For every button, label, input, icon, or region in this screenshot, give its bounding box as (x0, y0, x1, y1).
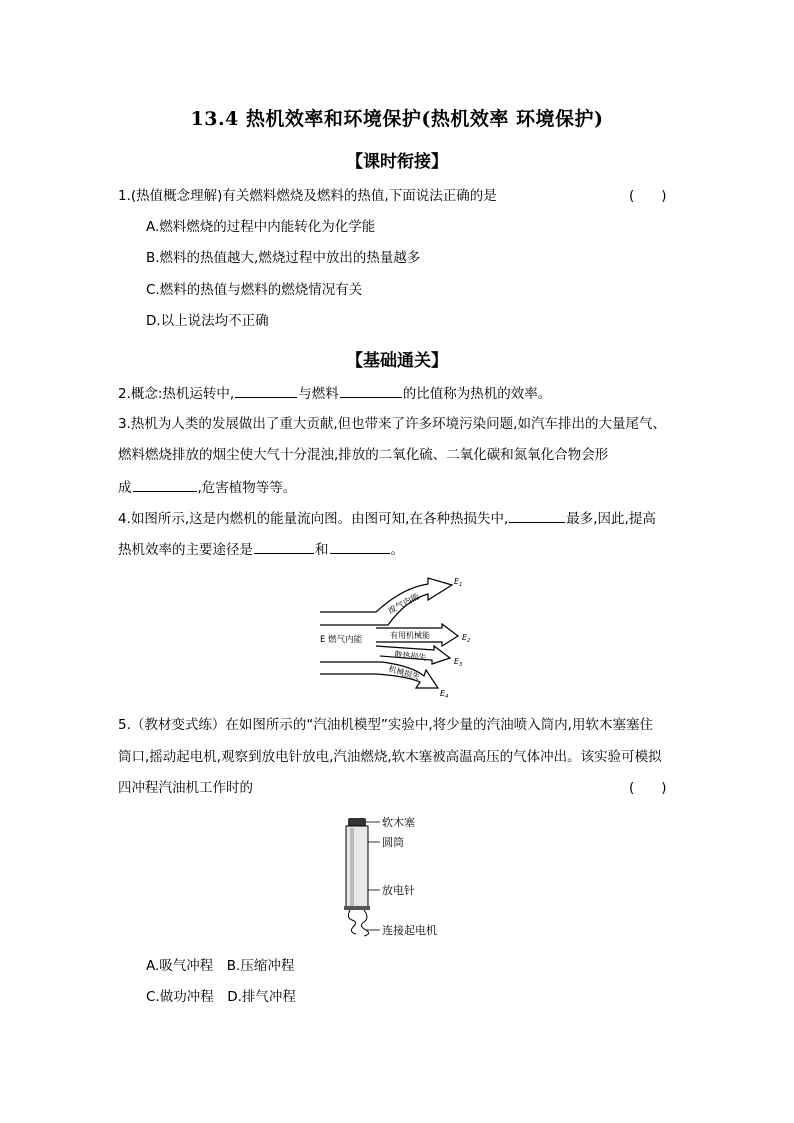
page-title: 13.4 热机效率和环境保护(热机效率 环境保护) (190, 108, 604, 130)
label-e2: $E_2$ (462, 633, 471, 644)
section-heading-lesson-link: 【课时衔接】 (346, 152, 448, 172)
q4-line2 (118, 540, 404, 559)
q3-line2: 燃料燃烧排放的烟尘使大气十分混浊,排放的二氧化硫、二氧化碳和氮氧化合物会形 (118, 447, 609, 463)
q5-line2: 筒口,摇动起电机,观察到放电针放电,汽油燃烧,软木塞被高温高压的气体冲出。该实验可模拟 (118, 749, 662, 765)
q5-options-row1: A.吸气冲程 B.压缩冲程 (146, 958, 295, 974)
label-needle: 放电针 (382, 884, 415, 897)
q4-line2-end: 。 (390, 542, 404, 558)
energy-flow-diagram (316, 570, 486, 700)
q2-part1: 2.概念:热机运转中, (118, 386, 235, 402)
tube-base (344, 906, 370, 910)
label-generator: 连接起电机 (382, 924, 437, 937)
q5-line3: 四冲程汽油机工作时的 (118, 780, 253, 796)
q4-line1-end: 最多,因此,提高 (566, 511, 656, 527)
q2-part3: 的比值称为热机的效率。 (402, 386, 552, 402)
q4-line2-start: 热机效率的主要途径是 (118, 542, 253, 558)
label-exhaust: 废气内能 (386, 591, 422, 617)
section-heading-basics: 【基础通关】 (346, 351, 448, 371)
label-tube: 圆筒 (382, 836, 404, 849)
q2-blank-2[interactable] (340, 384, 402, 398)
q4-blank-1[interactable] (509, 509, 565, 523)
tube-highlight (350, 828, 354, 906)
q1-option-a: A.燃料燃烧的过程中内能转化为化学能 (146, 219, 376, 235)
q5-line1: 5.（教材变式练）在如图所示的“汽油机模型”实验中,将少量的汽油喷入筒内,用软木塞塞住 (118, 717, 653, 733)
wire-left (348, 910, 356, 934)
q4-line1 (118, 509, 656, 528)
label-e4: $E_4$ (440, 689, 449, 700)
label-e1: $E_1$ (454, 577, 463, 588)
q2-part2: 与燃料 (298, 386, 339, 402)
q5-answer-paren: ( ) (629, 780, 667, 796)
q1-option-d: D.以上说法均不正确 (146, 313, 269, 329)
label-e3: $E_3$ (454, 657, 463, 668)
q3-blank[interactable] (133, 478, 197, 492)
q4-blank-3[interactable] (330, 540, 390, 554)
source-label: E 燃气内能 (320, 635, 363, 645)
q3-line1: 3.热机为人类的发展做出了重大贡献,但也带来了许多环境污染问题,如汽车排出的大量尾气、 (118, 416, 666, 432)
q1-stem: 1.(热值概念理解)有关燃料燃烧及燃料的热值,下面说法正确的是 (118, 188, 497, 204)
q1-option-c: C.燃料的热值与燃料的燃烧情况有关 (146, 282, 363, 298)
q4-line2-mid: 和 (315, 542, 329, 558)
tube-shape (346, 826, 368, 908)
q2-text (118, 384, 551, 403)
q4-line1-start: 4.如图所示,这是内燃机的能量流向图。由图可知,在各种热损失中, (118, 511, 509, 527)
label-useful: 有用机械能 (390, 631, 430, 640)
arrow-mechanical-loss-band (320, 662, 438, 688)
q5-options-row2: C.做功冲程 D.排气冲程 (146, 989, 296, 1005)
q3-line3-start: 成 (118, 480, 132, 496)
q1-answer-paren: ( ) (629, 188, 667, 204)
label-heat-loss: 散热损失 (393, 650, 427, 663)
arrow-exhaust-band (320, 578, 452, 625)
q4-blank-2[interactable] (254, 540, 314, 554)
label-mech-loss: 机械损失 (387, 664, 421, 682)
label-cork: 软木塞 (382, 816, 415, 829)
q3-line3 (118, 478, 296, 497)
q1-option-b: B.燃料的热值越大,燃烧过程中放出的热量越多 (146, 250, 421, 266)
q3-line3-end: ,危害植物等等。 (197, 480, 297, 496)
wire-right (361, 910, 368, 936)
engine-model-diagram (336, 812, 456, 942)
q2-blank-1[interactable] (235, 384, 297, 398)
